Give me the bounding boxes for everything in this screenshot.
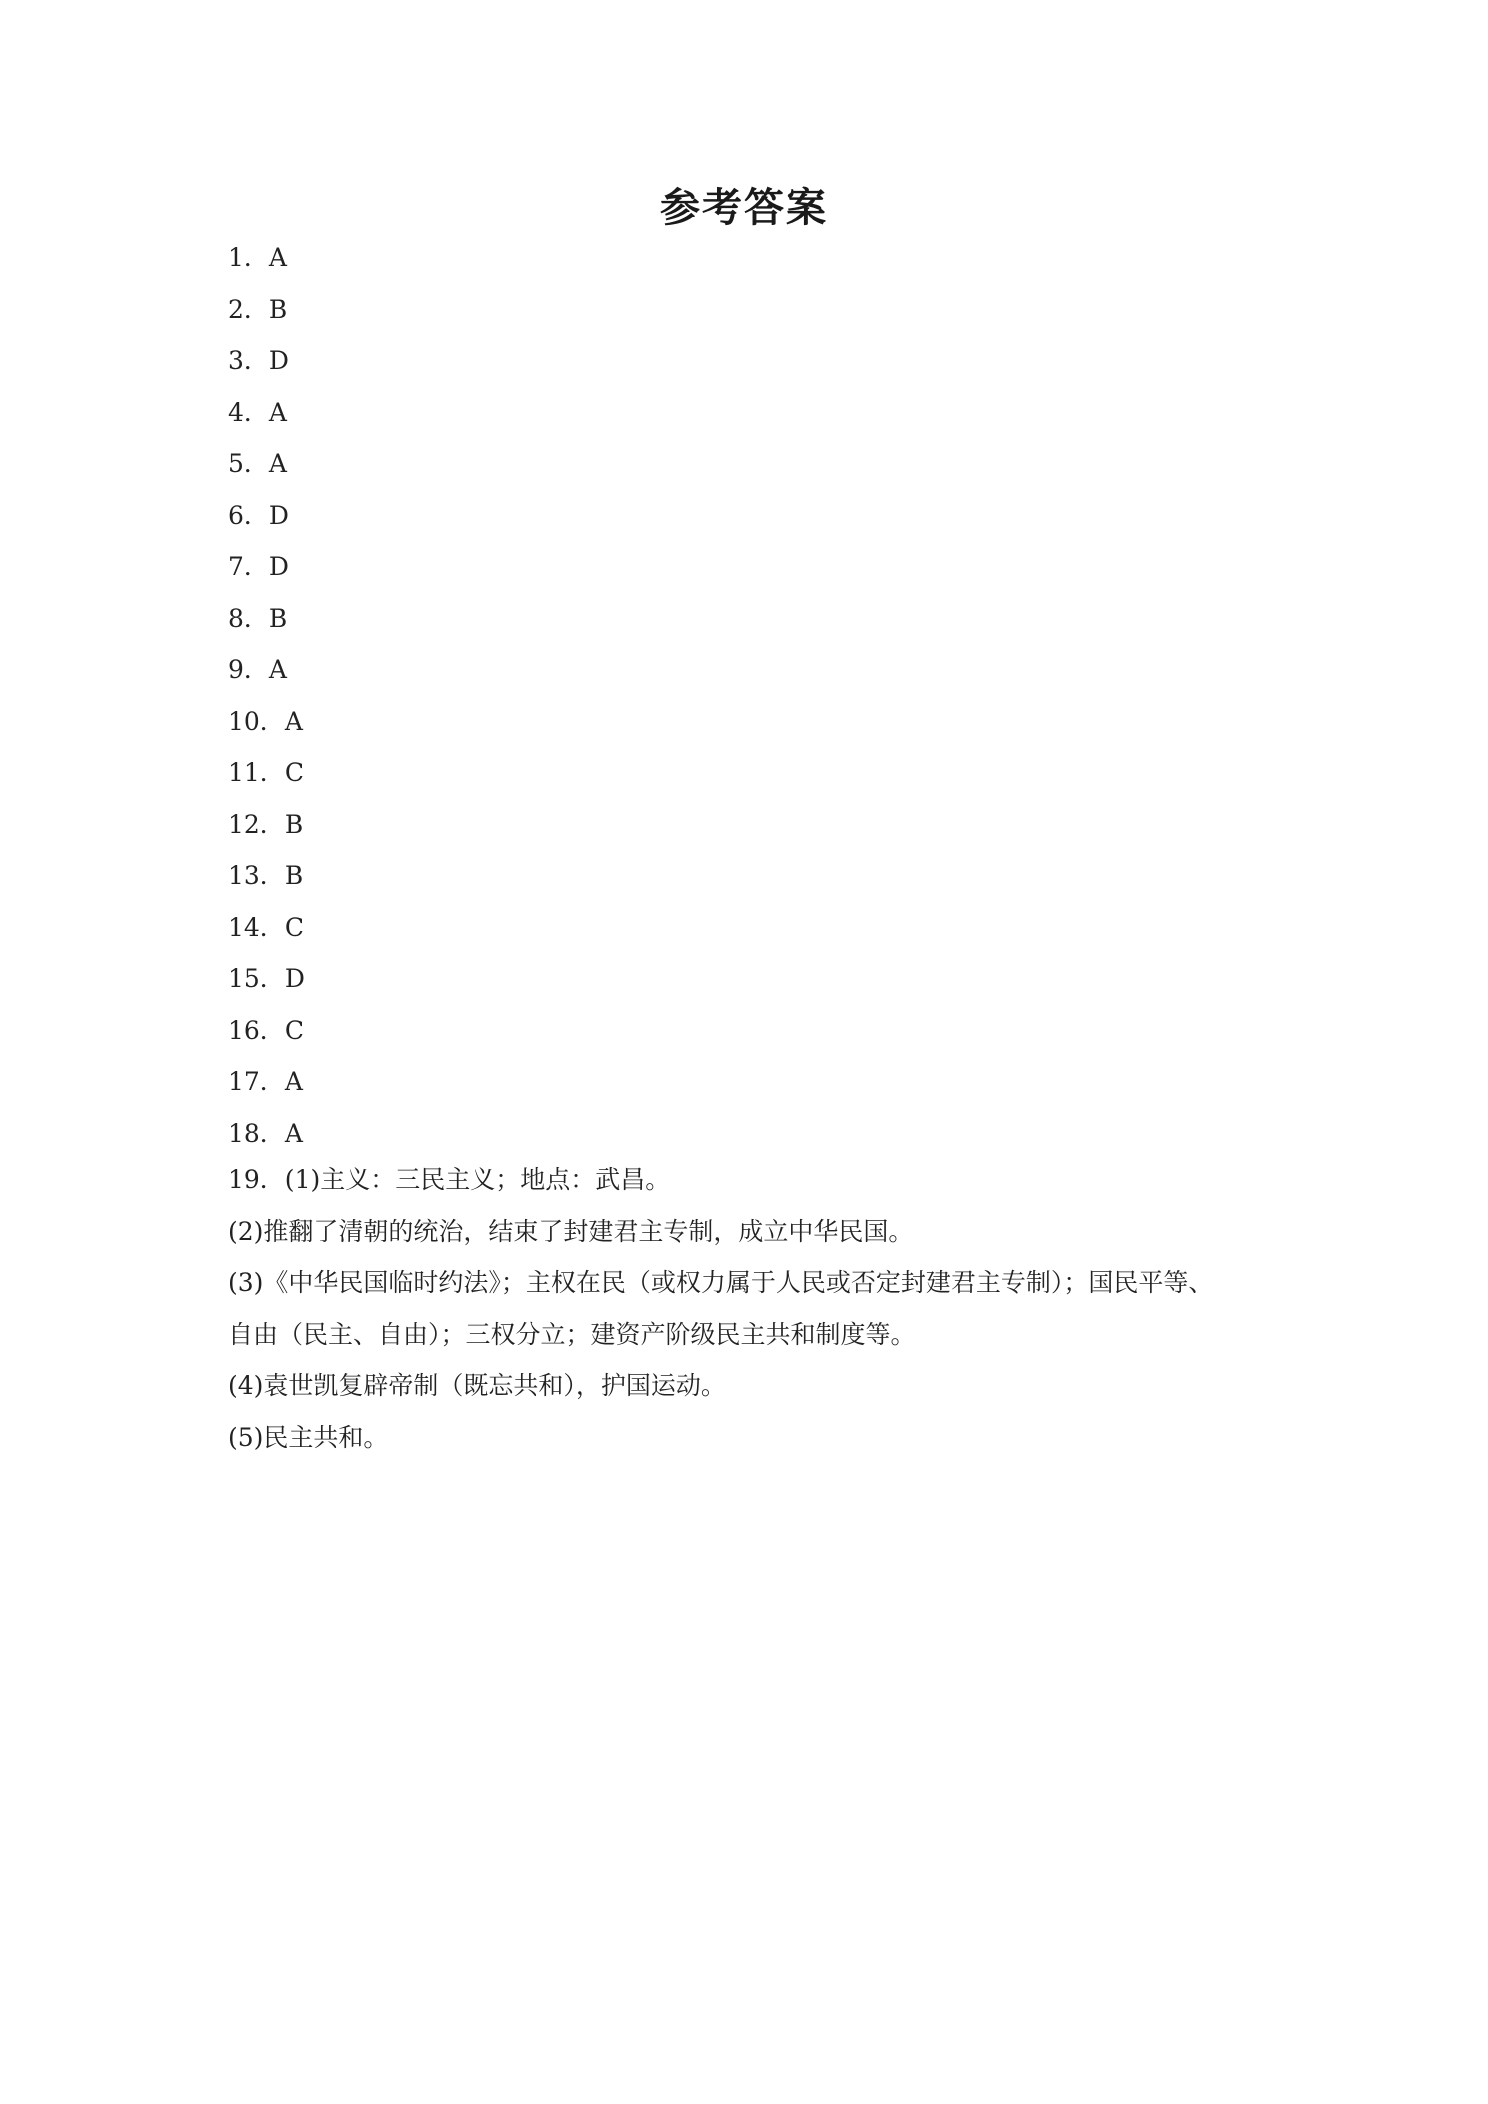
question-number: 3． [228,346,269,375]
question-number: 5． [228,449,269,478]
question-number: 2． [228,294,269,324]
answer-choice: A [284,706,303,736]
essay-line: 自由（民主、自由）；三权分立；建资产阶级民主共和制度等。 [228,1319,916,1349]
question-number: 12． [228,809,285,839]
essay-line: (3)《中华民国临时约法》；主权在民（或权力属于人民或否定封建君主专制）；国民平等、 [228,1268,1214,1297]
answer-choice: B [284,861,304,890]
list-item [228,284,1288,336]
list-item [228,902,1288,954]
answer-choice: D [284,964,305,993]
answer-choice: A [268,655,287,684]
question-number: 9． [228,655,269,684]
list-item [228,1108,1288,1160]
answer-choice: A [268,243,287,272]
question-number: 1． [228,243,269,272]
list-item [228,850,1288,902]
question-number: 18． [228,1118,285,1148]
essay-line: (2)推翻了清朝的统治，结束了封建君主专制，成立中华民国。 [228,1216,914,1246]
list-item [228,1056,1288,1108]
essay-line: (5)民主共和。 [228,1422,389,1452]
list-item [228,232,1288,284]
question-number: 4． [228,397,269,427]
answer-choice: C [284,912,304,942]
list-item [228,799,1288,851]
question-number: 13． [228,861,285,890]
essay-line: 19．(1)主义：三民主义；地点：武昌。 [228,1165,671,1194]
answer-choice: D [268,552,289,581]
list-item [228,387,1288,439]
essay-line: (4)袁世凯复辟帝制（既忘共和），护国运动。 [228,1371,726,1400]
answer-list [228,232,1288,1159]
answer-choice: B [268,294,288,324]
list-item [228,953,1288,1005]
list-item [228,541,1288,593]
answer-choice: A [268,397,287,427]
question-number: 11． [228,758,285,787]
answer-choice: B [268,603,288,633]
question-number: 7． [228,552,269,581]
list-item [228,335,1288,387]
question-number: 16． [228,1015,285,1045]
answer-choice: C [284,758,304,787]
answer-choice: D [268,346,289,375]
question-number: 15． [228,964,285,993]
list-item [228,593,1288,645]
list-item [228,1005,1288,1057]
question-number: 14． [228,912,285,942]
list-item [228,644,1288,696]
answer-choice: A [284,1118,303,1148]
answer-choice: D [268,500,289,530]
answer-choice: A [284,1067,303,1096]
answer-choice: A [268,449,287,478]
question-number: 10． [228,706,285,736]
list-item [228,696,1288,748]
answer-choice: B [284,809,304,839]
question-number: 8． [228,603,269,633]
essay-answer-19 [228,1154,1288,1463]
page-title: 参考答案 [660,185,828,231]
question-number: 6． [228,500,269,530]
question-number: 17． [228,1067,285,1096]
list-item [228,490,1288,542]
answer-choice: C [284,1015,304,1045]
list-item [228,747,1288,799]
list-item [228,438,1288,490]
